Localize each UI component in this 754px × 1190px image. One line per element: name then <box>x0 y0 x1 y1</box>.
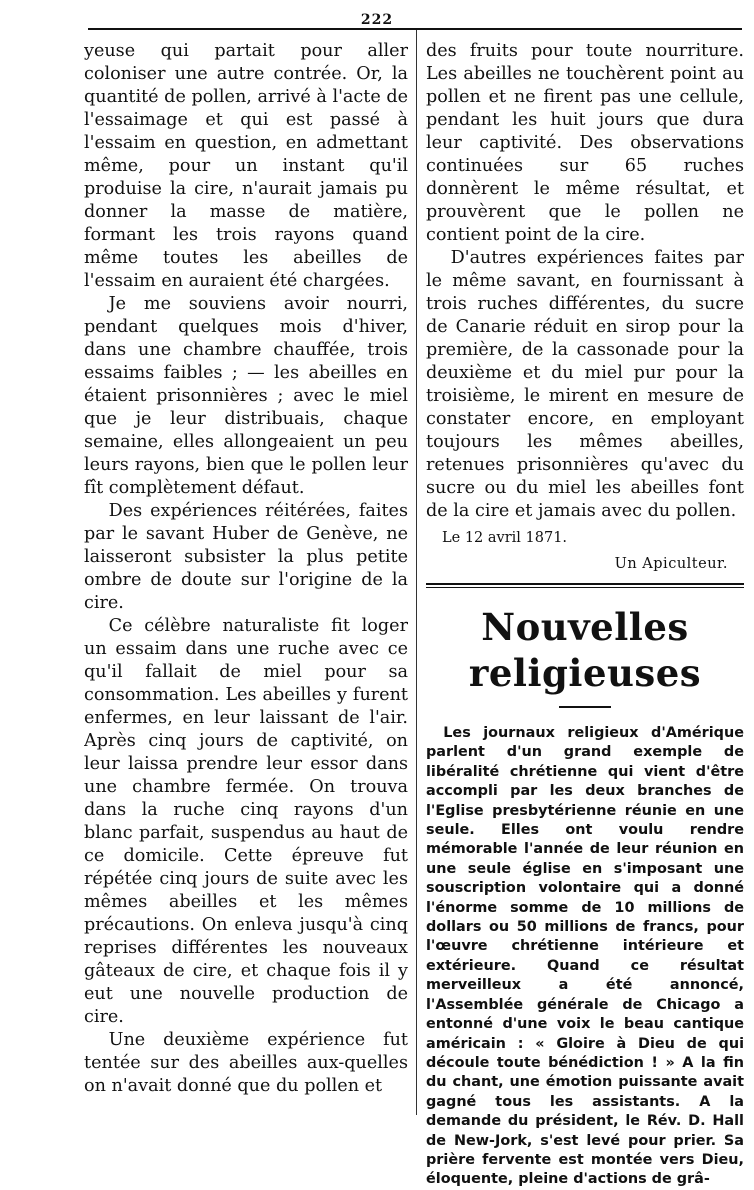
article-author: Un Apiculteur. <box>614 556 728 572</box>
left-paragraph-4: Ce célèbre naturaliste fit loger un essaim dans une ruche avec ce qu'il fallait de miel pour sa consommation. Les abeilles y furent enfermes, en leur laissant de l'air. Après cinq jours de captivité, on leur laissa prendre leur essor dans une chambre fermée. On trouva dans la ruche cinq rayons d'un blanc parfait, suspendus au haut de ce domicile. Cette épreuve fut répétée cinq jours de suite avec les mêmes abeilles et les mêmes précautions. On enleva jusqu'à cinq reprises différentes les nouveaux gâteaux de cire, et chaque fois il y eut une nouvelle production de cire. <box>84 616 408 1027</box>
column-divider <box>416 30 417 1115</box>
left-paragraph-3: Des expériences réitérées, faites par le savant Huber de Genève, ne laisseront subsister la plus petite ombre de doute sur l'origine de la cire. <box>84 501 408 613</box>
left-paragraph-2: Je me souviens avoir nourri, pendant quelques mois d'hiver, dans une chambre chauffée, trois essaims faibles ; — les abeilles en étaient prisonnières ; avec le miel que je leur distribuais, chaque semaine, elles allongeaient un peu leurs rayons, bien que le pollen leur fît complètement défaut. <box>84 294 408 498</box>
right-column <box>426 40 744 1190</box>
title-dash <box>559 706 611 708</box>
header-rule <box>88 28 742 30</box>
right-paragraph-2: D'autres expériences faites par le même savant, en fournissant à trois ruches différentes, du sucre de Canarie réduit en sirop pour la première, de la cassonade pour la deuxième et du miel pur pour la troisième, le mirent en mesure de constater encore, en employant toujours les mêmes abeilles, retenues prisonnières qu'avec du sucre ou du miel les abeilles font de la cire et jamais avec du pollen. <box>426 248 744 521</box>
section-rule <box>426 583 744 588</box>
left-paragraph-5: Une deuxième expérience fut tentée sur des abeilles aux-quelles on n'avait donné que du pollen et <box>84 1030 408 1096</box>
right-paragraph-1: des fruits pour toute nourriture. Les abeilles ne touchèrent point au pollen et ne firent pas une cellule, pendant les huit jours que dura leur captivité. Des observations continuées sur 65 ruches donnèrent le même résultat, et prouvèrent que le pollen ne contient point de la cire. <box>426 41 744 245</box>
left-paragraph-1: yeuse qui partait pour aller coloniser une autre contrée. Or, la quantité de pollen, arrivé à l'acte de l'essaimage et qui est passé à l'essaim en question, en admettant même, pour un instant qu'il produise la cire, n'aurait jamais pu donner la masse de matière, formant les trois rayons quand même toutes les abeilles de l'essaim en auraient été chargées. <box>84 41 408 291</box>
page-number: 222 <box>360 12 394 28</box>
article-date: Le 12 avril 1871. <box>442 530 568 546</box>
left-column <box>84 40 408 1098</box>
section-title: Nouvelles religieuses <box>468 605 702 695</box>
news-paragraph: Les journaux religieux d'Amérique parlent d'un grand exemple de libéralité chrétienne qui vient d'être accompli par les deux branches de l'Eglise presbytérienne réunie en une seule. Elles ont voulu rendre mémorable l'année de leur réunion en une seule église en s'imposant une souscription volontaire qui a donné l'énorme somme de 10 millions de dollars ou 50 millions de francs, pour l'œuvre chrétienne intérieure et extérieure. Quand ce résultat merveilleux a été annoncé, l'Assemblée générale de Chicago a entonné d'une voix le beau cantique américain : « Gloire à Dieu de qui découle toute bénédiction ! » A la fin du chant, une émotion puissante avait gagné tous les assistants. A la demande du président, le Rév. D. Hall de New-Jork, s'est levé pour prier. Sa prière fervente est montée vers Dieu, éloquente, pleine d'actions de grâ- <box>426 725 744 1188</box>
